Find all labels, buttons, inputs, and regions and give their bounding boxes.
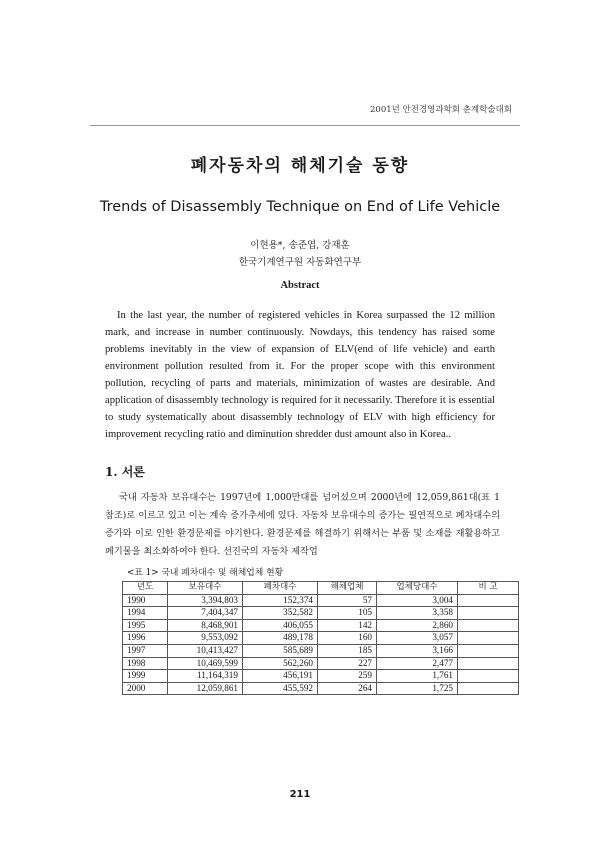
table-cell xyxy=(458,682,519,695)
table-cell: 3,358 xyxy=(377,607,458,620)
table-cell: 227 xyxy=(318,657,377,670)
table-cell: 10,469,599 xyxy=(168,657,243,670)
page-number: 211 xyxy=(289,789,311,800)
table-header-cell: 년도 xyxy=(123,582,168,595)
table-cell: 3,394,803 xyxy=(168,594,243,607)
table-header-cell: 업체당대수 xyxy=(377,582,458,595)
table-row xyxy=(123,682,519,695)
table-cell: 2,860 xyxy=(377,619,458,632)
table-row xyxy=(123,644,519,657)
table-cell: 585,689 xyxy=(243,644,318,657)
table-cell: 152,374 xyxy=(243,594,318,607)
vehicle-table xyxy=(122,581,519,695)
table-cell: 8,468,901 xyxy=(168,619,243,632)
table-cell xyxy=(458,619,519,632)
conference-header: 2001년 안전경영과학회 춘계학술대회 xyxy=(370,105,512,115)
table-cell: 185 xyxy=(318,644,377,657)
header-divider xyxy=(90,125,520,126)
affiliation: 한국기계연구원 자동화연구부 xyxy=(238,257,362,268)
table-cell: 12,059,861 xyxy=(168,682,243,695)
table-cell xyxy=(458,607,519,620)
table-cell: 562,260 xyxy=(243,657,318,670)
table-cell xyxy=(458,644,519,657)
table-cell: 3,166 xyxy=(377,644,458,657)
table-cell: 160 xyxy=(318,632,377,645)
authors: 이현용*, 송준엽, 강재훈 xyxy=(250,240,350,251)
table-cell: 11,164,319 xyxy=(168,670,243,683)
table-row xyxy=(123,619,519,632)
table-row xyxy=(123,594,519,607)
table-cell: 455,592 xyxy=(243,682,318,695)
table-cell: 2000 xyxy=(123,682,168,695)
table-cell: 7,404,347 xyxy=(168,607,243,620)
section-heading: 1. 서론 xyxy=(105,465,145,479)
table-cell: 1997 xyxy=(123,644,168,657)
table-header-cell: 비 고 xyxy=(458,582,519,595)
table-cell: 1999 xyxy=(123,670,168,683)
table-row xyxy=(123,657,519,670)
abstract-heading: Abstract xyxy=(280,280,320,291)
table-header-row xyxy=(123,582,519,595)
table-row xyxy=(123,632,519,645)
table-cell: 57 xyxy=(318,594,377,607)
table-caption: <표 1> 국내 폐차대수 및 해체업체 현황 xyxy=(127,568,284,578)
table-cell xyxy=(458,632,519,645)
abstract-body: In the last year, the number of registered vehicles in Korea surpassed the 12 million mark, and increase in number continuously. Nowdays, this tendency has raised some problems inevitably in the view of expansion of ELV(end of life vehicle) and earth environment pollution resulted from it. For the proper scope with this environment pollution, recycling of parts and materials, minimization of wastes are desirable. And application of disassembly technology is required for it necessarily. Therefore it is essential to study systematically about disassembly technology of ELV with high efficiency for improvement recycling ratio and diminution shredder dust amount also in Korea.. xyxy=(105,310,495,440)
table-cell xyxy=(458,594,519,607)
table-cell: 142 xyxy=(318,619,377,632)
table-cell: 1996 xyxy=(123,632,168,645)
table-cell xyxy=(458,670,519,683)
table-cell: 489,178 xyxy=(243,632,318,645)
table-row xyxy=(123,607,519,620)
table-cell: 259 xyxy=(318,670,377,683)
table-row xyxy=(123,670,519,683)
table-header-cell: 보유대수 xyxy=(168,582,243,595)
table-cell: 9,553,092 xyxy=(168,632,243,645)
table-cell: 105 xyxy=(318,607,377,620)
paper-title-english: Trends of Disassembly Technique on End of Life Vehicle xyxy=(99,199,501,215)
table-cell: 1,761 xyxy=(377,670,458,683)
table-cell xyxy=(458,657,519,670)
table-cell: 1990 xyxy=(123,594,168,607)
table-cell: 1995 xyxy=(123,619,168,632)
table-cell: 1,725 xyxy=(377,682,458,695)
table-cell: 1994 xyxy=(123,607,168,620)
table-cell: 352,582 xyxy=(243,607,318,620)
paper-title-korean: 폐자동차의 해체기술 동향 xyxy=(190,156,410,176)
table-cell: 10,413,427 xyxy=(168,644,243,657)
table-cell: 1998 xyxy=(123,657,168,670)
table-cell: 2,477 xyxy=(377,657,458,670)
table-cell: 264 xyxy=(318,682,377,695)
table-cell: 456,191 xyxy=(243,670,318,683)
table-cell: 406,055 xyxy=(243,619,318,632)
table-cell: 3,004 xyxy=(377,594,458,607)
table-cell: 3,057 xyxy=(377,632,458,645)
table-header-cell: 해체업체 xyxy=(318,582,377,595)
table-header-cell: 폐차대수 xyxy=(243,582,318,595)
section-body: 국내 자동차 보유대수는 1997년에 1,000만대를 넘어섰으며 2000년에 12,059,861대(표 1 참조)로 이르고 있고 이는 계속 증가추세에 있다. 자동차 보유대수의 증가는 필연적으로 폐차대수의 증가와 이로 인한 환경문제를 야기한다. 환경문제를 해결하기 위해서는 부품 및 소재를 재활용하고 폐기물을 최소화하여야 한다. 선진국의 자동차 제작업 xyxy=(105,492,500,557)
